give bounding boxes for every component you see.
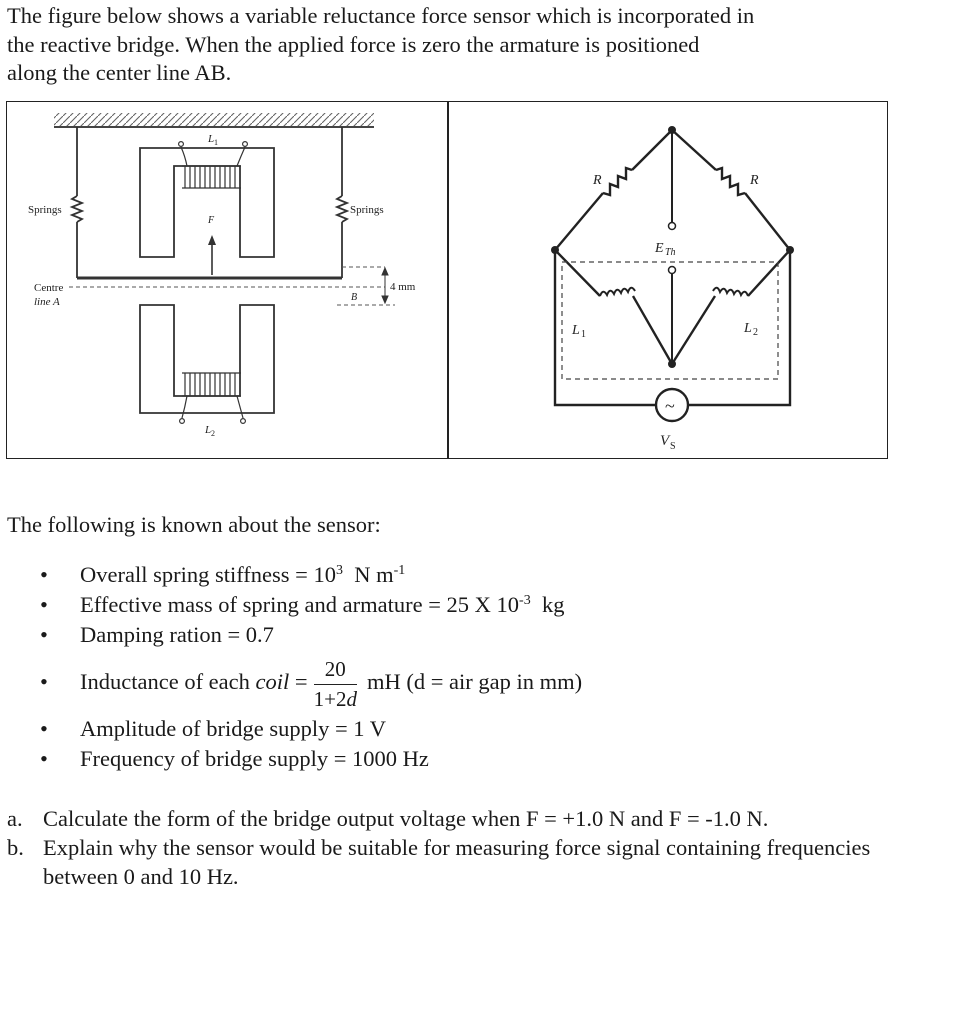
bullet: • <box>40 562 48 587</box>
bullet: • <box>40 746 48 771</box>
eth-terminal-bottom <box>669 267 676 274</box>
l2-subscript: 2 <box>753 327 758 338</box>
list-item: • Inductance of each coil = $\frac{20}{1+2d}$ mH (d = air gap in mm) <box>40 650 582 714</box>
inductance-fraction: $\frac{20}{1+2d}$ <box>313 656 357 711</box>
ceiling-support <box>54 113 374 127</box>
list-item: • Frequency of bridge supply = 1000 Hz <box>40 744 582 774</box>
facts-list <box>40 560 582 774</box>
eth-terminal-top <box>669 223 676 230</box>
node-top <box>668 126 676 134</box>
question-b-label: b. <box>7 835 24 860</box>
question-a <box>7 804 933 833</box>
force-label: F <box>208 215 215 226</box>
list-item: • Amplitude of bridge supply = 1 V <box>40 714 582 744</box>
node-left <box>551 246 559 254</box>
figure-panel <box>6 101 888 459</box>
gap-dimension-icon <box>382 268 388 303</box>
force-arrow-icon <box>208 235 216 275</box>
centre-line-label-1: Centre <box>34 282 64 294</box>
bullet: • <box>40 622 48 647</box>
question-b <box>7 833 933 891</box>
point-b-label: B <box>351 292 358 303</box>
list-item: • Effective mass of spring and armature = 25 X $10^{-3}$ kg <box>40 590 582 620</box>
node-bottom <box>668 360 676 368</box>
l2-label: L <box>744 321 752 336</box>
intro-paragraph <box>7 2 937 88</box>
l1-label: L <box>572 323 580 338</box>
intro-line: the reactive bridge. When the applied force is zero the armature is positioned <box>7 31 700 57</box>
question-a-label: a. <box>7 806 23 831</box>
intro-line: The figure below shows a variable reluctance force sensor which is incorporated in <box>7 3 755 28</box>
gap-label: 4 mm <box>390 281 416 293</box>
list-item: • Overall spring stiffness = $10^3$ N $m^{-1}$ <box>40 560 582 590</box>
r-right-label: R <box>750 173 759 188</box>
left-spring-icon <box>72 127 82 278</box>
top-core-shape <box>140 148 274 257</box>
springs-left-label: Springs <box>28 204 62 216</box>
vs-label: V <box>660 433 670 449</box>
node-right <box>786 246 794 254</box>
intro-line: along the center line AB. <box>7 60 232 85</box>
bullet: • <box>40 592 48 617</box>
r-left-label: R <box>593 173 602 188</box>
springs-right-label: Springs <box>350 204 384 216</box>
bullet: • <box>40 716 48 741</box>
coil-top-label: L <box>208 133 215 145</box>
sensor-diagram <box>7 102 447 458</box>
l1-subscript: 1 <box>581 329 586 340</box>
question-b-text: Explain why the sensor would be suitable for measuring force signal containing frequencies between 0 and 10 Hz. <box>43 835 871 889</box>
coil-bottom-subscript: 2 <box>211 429 215 438</box>
bottom-core-shape <box>140 305 274 413</box>
coil-bottom-label: L <box>205 424 212 436</box>
eth-label: E <box>655 241 664 256</box>
centre-line-label-2: line A <box>34 296 60 308</box>
svg-text:~: ~ <box>665 396 675 416</box>
eth-subscript: Th <box>665 247 676 258</box>
question-a-text: Calculate the form of the bridge output voltage when F = +1.0 N and F = -1.0 N. <box>43 806 769 831</box>
list-item: • Damping ration = 0.7 <box>40 620 582 650</box>
questions <box>7 804 933 891</box>
ac-source-icon <box>656 389 688 421</box>
bridge-diagram <box>448 102 888 458</box>
vs-subscript: S <box>670 441 676 452</box>
coil-top-subscript: 1 <box>214 138 218 147</box>
bullet: • <box>40 669 48 694</box>
known-heading: The following is known about the sensor: <box>7 512 381 537</box>
right-spring-icon <box>337 127 347 278</box>
